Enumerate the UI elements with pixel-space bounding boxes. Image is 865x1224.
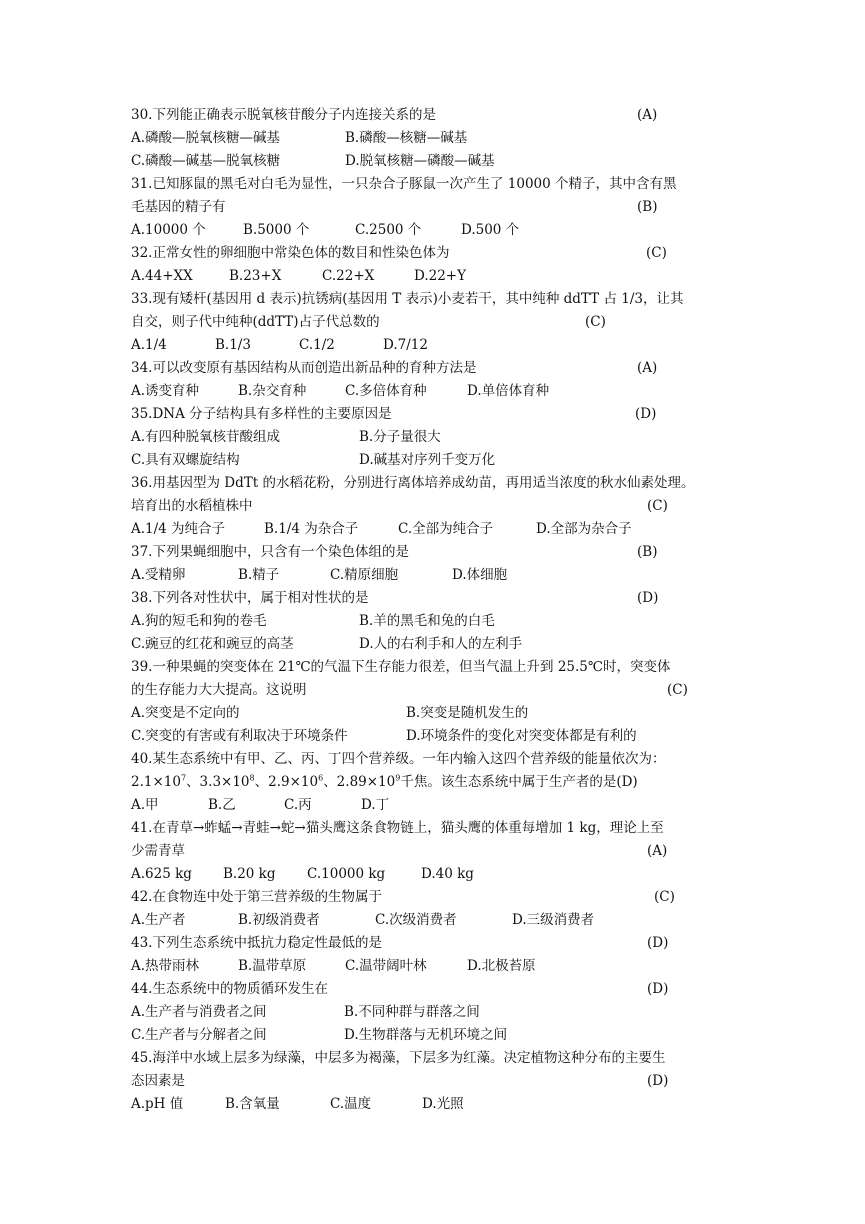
answer-41: (A) bbox=[647, 843, 668, 859]
question-41: 41.在青草→蚱蜢→青蛙→蛇→猫头鹰这条食物链上，猫头鹰的体重每增加 1 kg，理论上至 bbox=[131, 820, 664, 836]
option-a: A.有四种脱氧核苷酸组成 bbox=[131, 429, 281, 445]
option-b: B.分子量很大 bbox=[359, 429, 441, 445]
option-b: B.杂交育种 bbox=[238, 383, 307, 399]
option-b: B.突变是随机发生的 bbox=[406, 705, 529, 721]
option-b: B.20 kg bbox=[223, 866, 276, 882]
option-d: D.丁 bbox=[361, 797, 390, 813]
option-d: D.人的右利手和人的左利手 bbox=[359, 636, 523, 652]
energy-value: 、2.9×10 bbox=[254, 774, 319, 790]
answer-37: (B) bbox=[637, 544, 658, 560]
option-a: A.1/4 bbox=[131, 337, 167, 353]
exponent: 7 bbox=[180, 773, 187, 783]
option-c: C.全部为纯合子 bbox=[398, 521, 494, 537]
answer-42: (C) bbox=[654, 889, 675, 905]
option-d: D.全部为杂合子 bbox=[536, 521, 632, 537]
option-a: A.狗的短毛和狗的卷毛 bbox=[131, 613, 267, 629]
option-b: B.磷酸—核糖—碱基 bbox=[345, 130, 468, 146]
option-c: C.精原细胞 bbox=[330, 567, 399, 583]
option-c: C.具有双螺旋结构 bbox=[131, 452, 240, 468]
question-40-cont bbox=[131, 771, 638, 793]
option-c: C.10000 kg bbox=[307, 866, 386, 882]
question-33-cont: 自交，则子代中纯种(ddTT)占子代总数的 bbox=[131, 314, 380, 330]
answer-35: (D) bbox=[635, 406, 657, 422]
option-d: D.生物群落与无机环境之间 bbox=[344, 1027, 508, 1043]
question-43: 43.下列生态系统中抵抗力稳定性最低的是 bbox=[131, 935, 382, 951]
option-c: C.豌豆的红花和豌豆的高茎 bbox=[131, 636, 294, 652]
question-37: 37.下列果蝇细胞中，只含有一个染色体组的是 bbox=[131, 544, 409, 560]
option-b: B.5000 个 bbox=[243, 222, 310, 238]
option-d: D.体细胞 bbox=[452, 567, 508, 583]
question-31-cont: 毛基因的精子有 bbox=[131, 199, 226, 215]
option-d: D.22+Y bbox=[414, 268, 467, 284]
answer-38: (D) bbox=[637, 590, 659, 606]
option-b: B.1/3 bbox=[215, 337, 251, 353]
answer-30: (A) bbox=[637, 107, 658, 123]
question-33: 33.现有矮杆(基因用 d 表示)抗锈病(基因用 T 表示)小麦若干，其中纯种 ddTT 占 1/3，让其 bbox=[131, 291, 684, 307]
question-text: 千焦。该生态系统中属于生产者的是(D) bbox=[400, 774, 638, 790]
option-d: D.北极苔原 bbox=[467, 958, 536, 974]
answer-33: (C) bbox=[585, 314, 606, 330]
option-c: C.次级消费者 bbox=[375, 912, 457, 928]
answer-32: (C) bbox=[646, 245, 667, 261]
option-d: D.环境条件的变化对突变体都是有利的 bbox=[406, 728, 637, 744]
option-a: A.受精卵 bbox=[131, 567, 186, 583]
option-c: C.突变的有害或有利取决于环境条件 bbox=[131, 728, 348, 744]
question-45-cont: 态因素是 bbox=[131, 1073, 185, 1089]
option-b: B.1/4 为杂合子 bbox=[264, 521, 359, 537]
option-c: C.1/2 bbox=[299, 337, 335, 353]
answer-39: (C) bbox=[667, 682, 688, 698]
question-42: 42.在食物连中处于第三营养级的生物属于 bbox=[131, 889, 382, 905]
option-b: B.初级消费者 bbox=[238, 912, 320, 928]
option-a: A.生产者 bbox=[131, 912, 186, 928]
option-a: A.44+XX bbox=[131, 268, 193, 284]
answer-34: (A) bbox=[637, 360, 658, 376]
option-c: C.多倍体育种 bbox=[345, 383, 427, 399]
answer-36: (C) bbox=[647, 498, 668, 514]
question-39: 39.一种果蝇的突变体在 21℃的气温下生存能力很差，但当气温上升到 25.5℃时，突变体 bbox=[131, 659, 671, 675]
answer-45: (D) bbox=[647, 1073, 669, 1089]
option-a: A.pH 值 bbox=[131, 1096, 184, 1112]
exponent: 6 bbox=[318, 773, 324, 783]
option-d: D.7/12 bbox=[383, 337, 428, 353]
energy-value: 、3.3×10 bbox=[186, 774, 250, 790]
option-c: C.磷酸—碱基—脱氧核糖 bbox=[131, 153, 281, 169]
option-b: B.温带草原 bbox=[238, 958, 307, 974]
energy-value: 2.1×10 bbox=[131, 774, 181, 790]
exponent: 9 bbox=[395, 773, 401, 783]
question-35: 35.DNA 分子结构具有多样性的主要原因是 bbox=[131, 406, 392, 422]
exponent: 8 bbox=[249, 773, 255, 783]
option-a: A.突变是不定向的 bbox=[131, 705, 240, 721]
question-36-cont: 培育出的水稻植株中 bbox=[131, 498, 253, 514]
option-a: A.诱变育种 bbox=[131, 383, 200, 399]
option-a: A.625 kg bbox=[131, 866, 192, 882]
answer-43: (D) bbox=[647, 935, 669, 951]
question-31: 31.已知豚鼠的黑毛对白毛为显性，一只杂合子豚鼠一次产生了 10000 个精子，其中含有黑 bbox=[131, 176, 677, 192]
option-d: D.光照 bbox=[422, 1096, 464, 1112]
option-b: B.精子 bbox=[238, 567, 280, 583]
option-c: C.生产者与分解者之间 bbox=[131, 1027, 267, 1043]
option-a: A.10000 个 bbox=[131, 222, 206, 238]
question-38: 38.下列各对性状中，属于相对性状的是 bbox=[131, 590, 369, 606]
option-d: D.500 个 bbox=[461, 222, 520, 238]
question-32: 32.正常女性的卵细胞中常染色体的数目和性染色体为 bbox=[131, 245, 450, 261]
question-45: 45.海洋中水域上层多为绿藻，中层多为褐藻，下层多为红藻。决定植物这种分布的主要生 bbox=[131, 1050, 666, 1066]
option-d: D.三级消费者 bbox=[512, 912, 595, 928]
option-d: D.碱基对序列千变万化 bbox=[359, 452, 496, 468]
option-a: A.热带雨林 bbox=[131, 958, 200, 974]
option-b: B.乙 bbox=[208, 797, 236, 813]
question-40: 40.某生态系统中有甲、乙、丙、丁四个营养级。一年内输入这四个营养级的能量依次为： bbox=[131, 751, 666, 767]
option-c: C.温带阔叶林 bbox=[345, 958, 427, 974]
option-d: D.40 kg bbox=[421, 866, 474, 882]
option-d: D.单倍体育种 bbox=[467, 383, 550, 399]
option-b: B.含氧量 bbox=[225, 1096, 280, 1112]
option-a: A.生产者与消费者之间 bbox=[131, 1004, 267, 1020]
answer-31: (B) bbox=[637, 199, 658, 215]
question-41-cont: 少需青草 bbox=[131, 843, 185, 859]
question-44: 44.生态系统中的物质循环发生在 bbox=[131, 981, 328, 997]
option-b: B.羊的黑毛和兔的白毛 bbox=[359, 613, 495, 629]
energy-value: 、2.89×10 bbox=[323, 774, 396, 790]
question-30: 30.下列能正确表示脱氧核苷酸分子内连接关系的是 bbox=[131, 107, 436, 123]
option-a: A.1/4 为纯合子 bbox=[131, 521, 226, 537]
answer-44: (D) bbox=[647, 981, 669, 997]
question-36: 36.用基因型为 DdTt 的水稻花粉，分别进行离体培养成幼苗，再用适当浓度的秋水仙素处理。 bbox=[131, 475, 695, 491]
option-d: D.脱氧核糖—磷酸—碱基 bbox=[345, 153, 495, 169]
question-39-cont: 的生存能力大大提高。这说明 bbox=[131, 682, 307, 698]
option-c: C.2500 个 bbox=[355, 222, 422, 238]
option-a: A.磷酸—脱氧核糖—碱基 bbox=[131, 130, 281, 146]
question-34: 34.可以改变原有基因结构从而创造出新品种的育种方法是 bbox=[131, 360, 477, 376]
option-c: C.温度 bbox=[330, 1096, 372, 1112]
option-a: A.甲 bbox=[131, 797, 159, 813]
option-c: C.丙 bbox=[284, 797, 312, 813]
option-b: B.不同种群与群落之间 bbox=[344, 1004, 480, 1020]
option-c: C.22+X bbox=[322, 268, 375, 284]
option-b: B.23+X bbox=[229, 268, 282, 284]
